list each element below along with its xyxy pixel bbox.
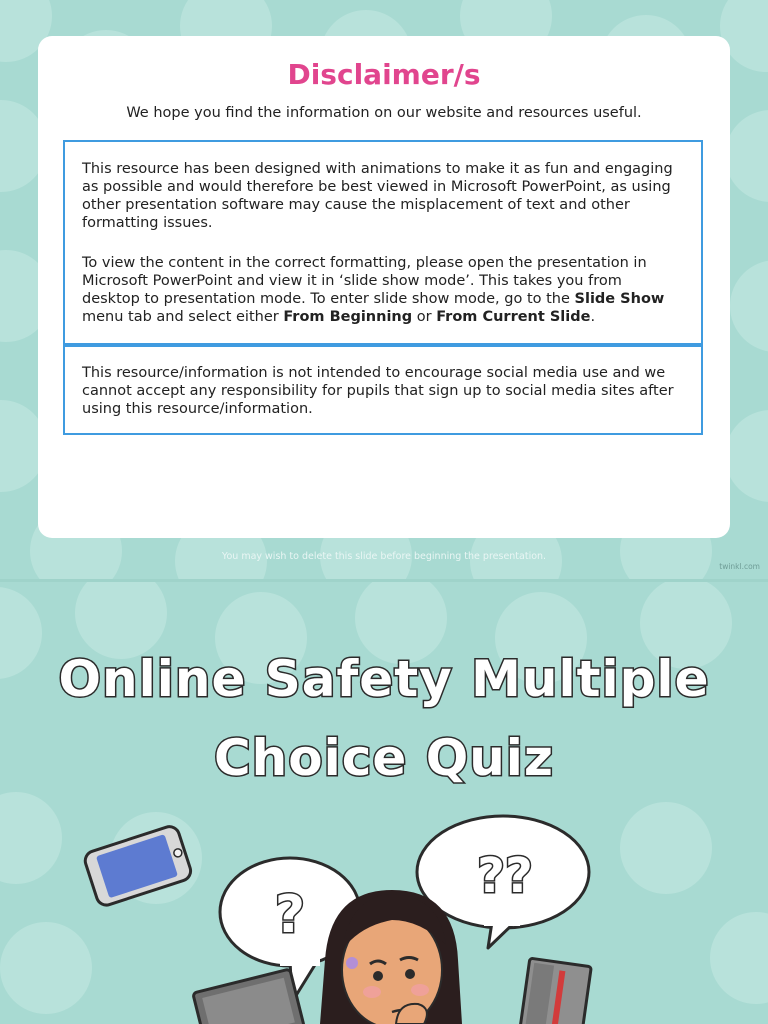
instructions-text-middle: menu tab and select either <box>82 309 284 325</box>
social-media-paragraph: This resource/information is not intended to encourage social media use and we cannot accept any responsibility for pupils that sign up to social media sites after using this resource/information. <box>82 365 674 417</box>
double-question-mark-icon: ?? <box>477 848 533 904</box>
instructions-period: . <box>590 309 596 325</box>
computer-tower-icon <box>519 958 592 1024</box>
quiz-title-line-1: Online Safety Multiple <box>58 650 710 708</box>
quiz-illustration <box>0 780 768 1024</box>
laptop-icon <box>193 969 305 1024</box>
delete-slide-note: You may wish to delete this slide before beginning the presentation. <box>221 551 547 562</box>
twinkl-brand: twinkl.com <box>719 562 760 571</box>
quiz-title <box>0 640 768 798</box>
slideshow-instructions <box>82 254 683 326</box>
smartphone-icon <box>83 824 194 908</box>
quiz-title-line-2: Choice Quiz <box>213 729 555 787</box>
slide-show-label: Slide Show <box>574 291 665 307</box>
disclaimer-intro: We hope you find the information on our website and resources useful. <box>126 105 642 121</box>
disclaimer-title: Disclaimer/s <box>287 58 481 91</box>
from-current-slide-label: From Current Slide <box>436 309 591 325</box>
animations-notice-box <box>63 140 703 345</box>
social-media-notice-box <box>63 345 703 435</box>
animations-paragraph: This resource has been designed with animations to make it as fun and engaging as possible and would therefore be best viewed in Microsoft PowerPoint, as using other presentation software may cause the misplacement of text and other formatting issues. <box>82 161 673 231</box>
instructions-text: To view the content in the correct formatting, please open the presentation in Microsoft PowerPoint and view it in ‘slide show mode’. This takes you from desktop to presentation mode. To enter slide show mode, go to the <box>82 255 647 307</box>
instructions-or: or <box>412 309 437 325</box>
from-beginning-label: From Beginning <box>283 309 413 325</box>
question-mark-icon: ? <box>274 885 306 945</box>
